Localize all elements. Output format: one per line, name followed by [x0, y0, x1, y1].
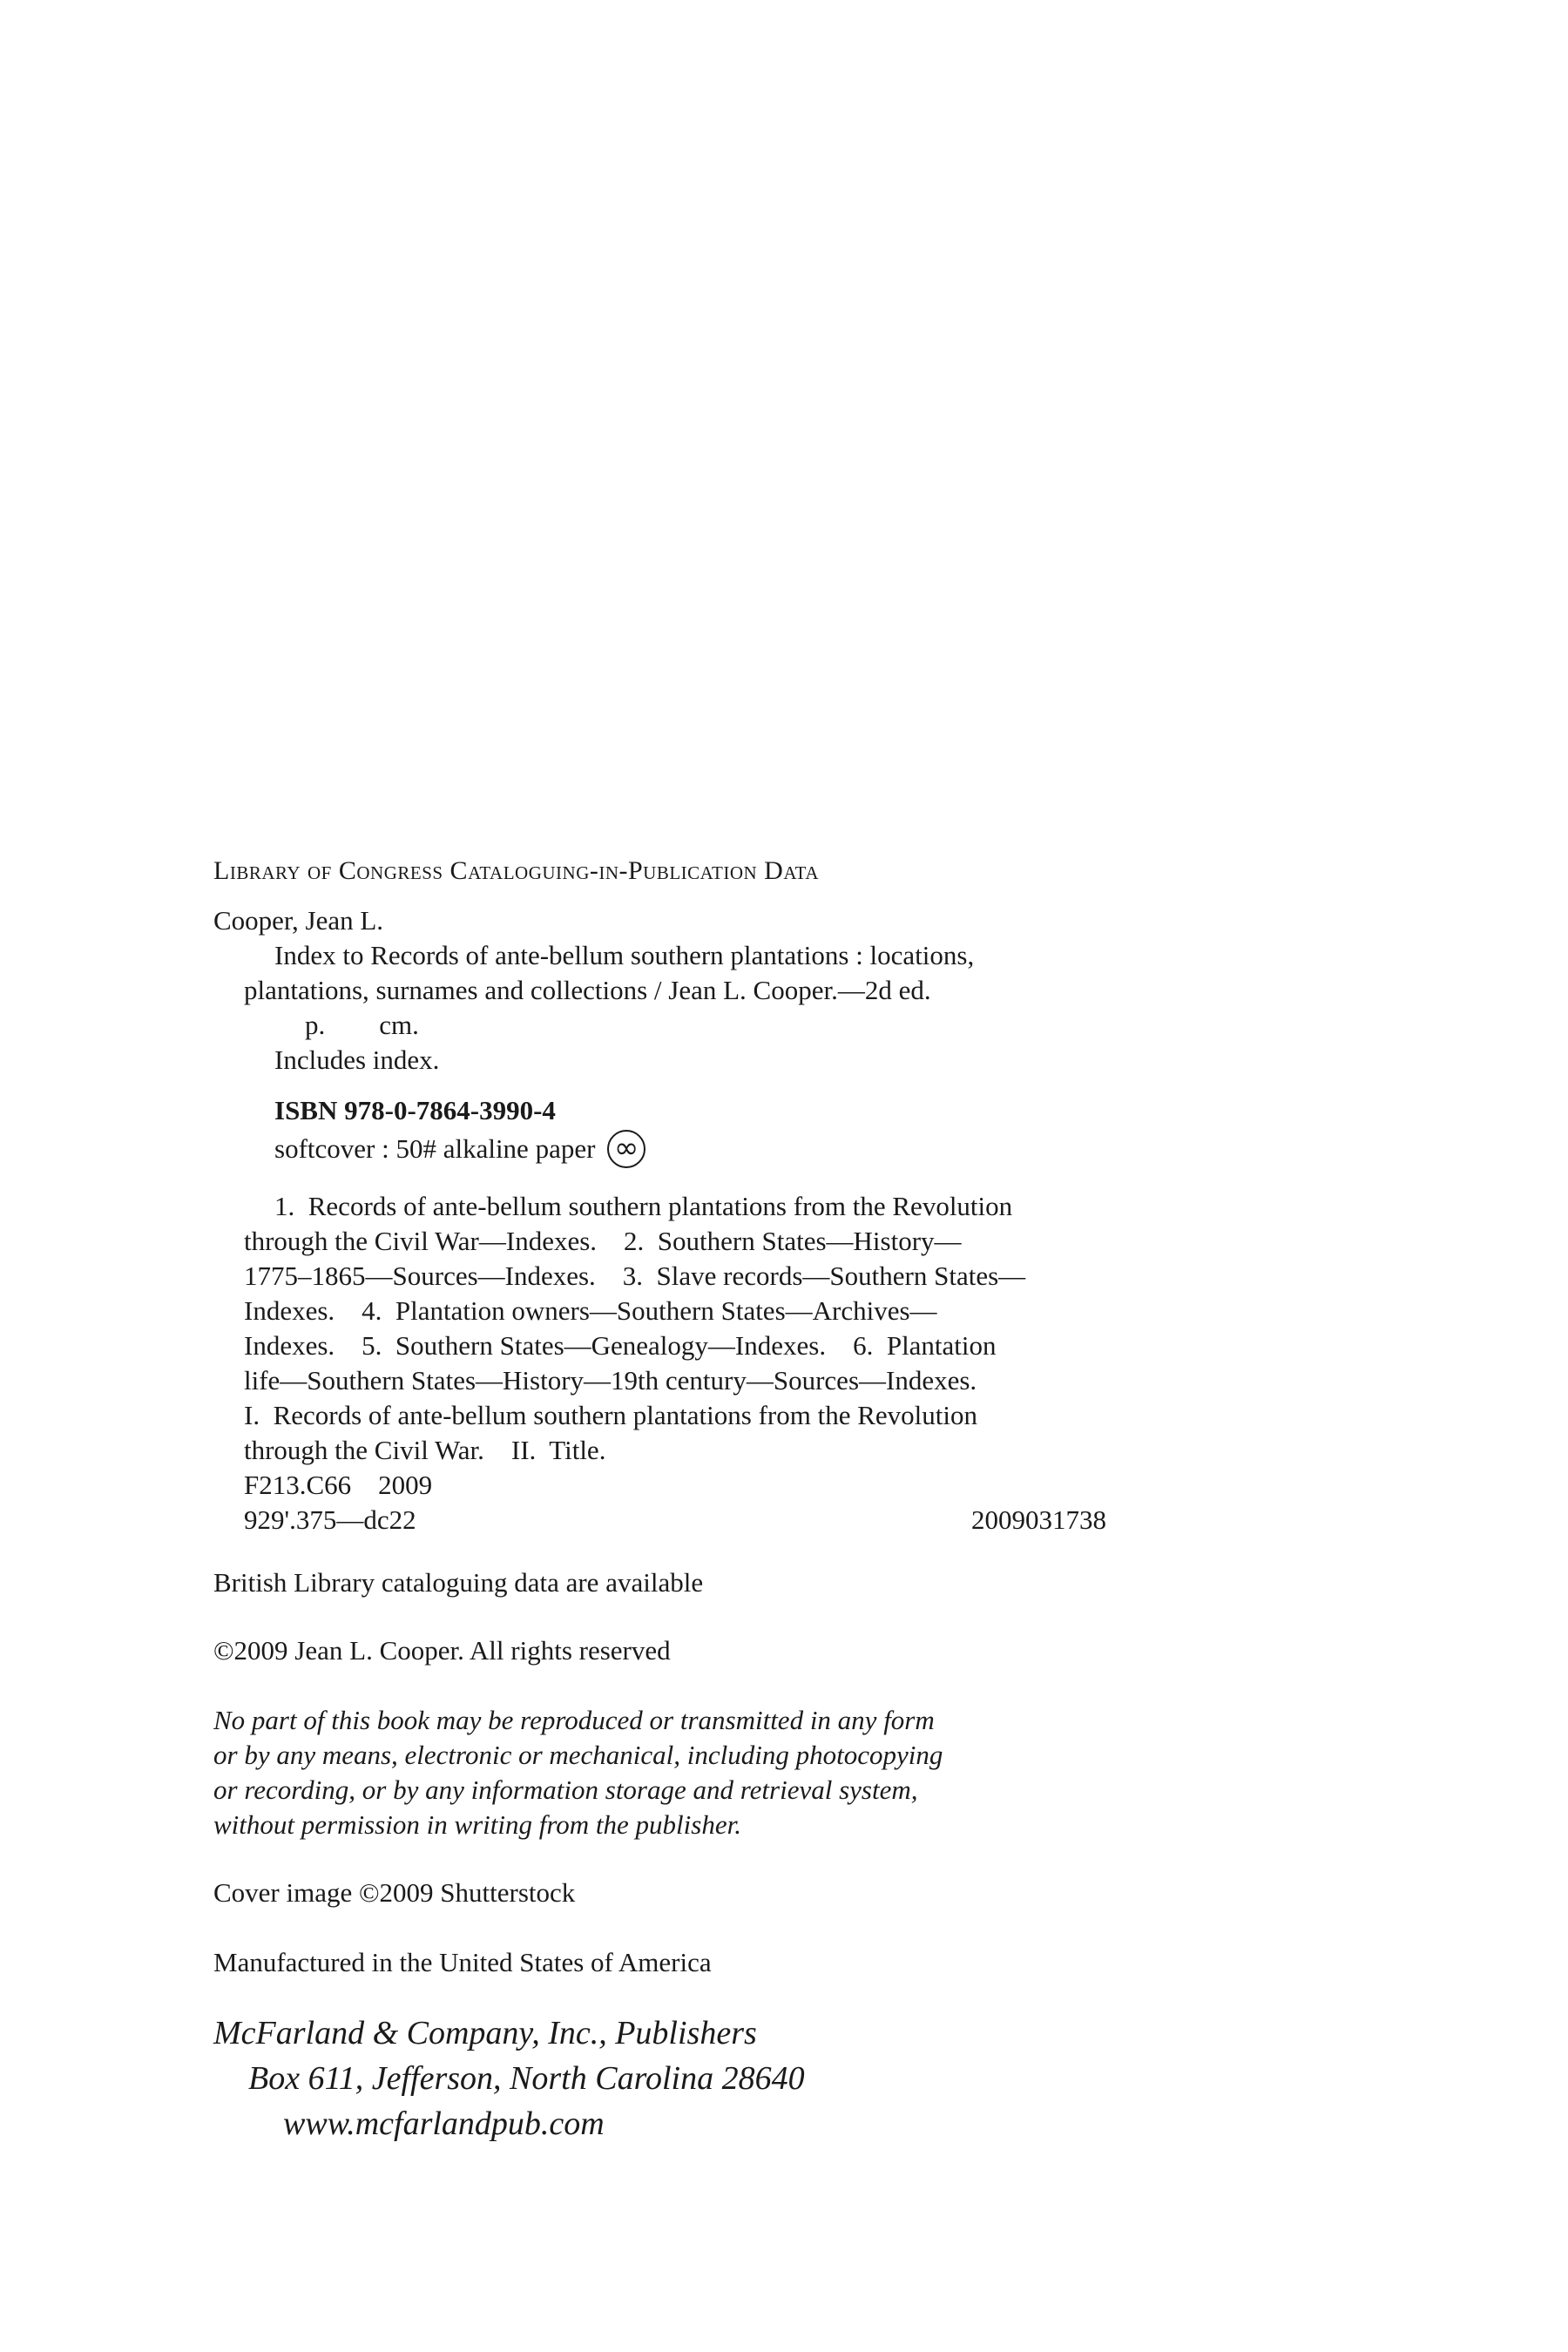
cip-subject-line: I. Records of ante-bellum southern plantations from the Revolution: [244, 1400, 977, 1430]
cip-dewey: 929'.375—dc22: [244, 1504, 416, 1535]
british-library-note: British Library cataloguing data are available: [213, 1567, 704, 1598]
cip-author: Cooper, Jean L.: [213, 905, 384, 936]
rights-notice-line: without permission in writing from the publisher.: [213, 1809, 741, 1840]
cip-subject-line: 1775–1865—Sources—Indexes. 3. Slave records—Southern States—: [244, 1260, 1026, 1291]
cip-subject-line: life—Southern States—History—19th century—Sources—Indexes.: [244, 1365, 977, 1396]
cip-isbn: ISBN 978-0-7864-3990-4: [274, 1095, 556, 1125]
publisher-website[interactable]: www.mcfarlandpub.com: [283, 2105, 605, 2142]
rights-notice-line: or recording, or by any information storage and retrieval system,: [213, 1774, 918, 1805]
copyright-notice: ©2009 Jean L. Cooper. All rights reserved: [213, 1635, 671, 1666]
cip-subject-line: through the Civil War. II. Title.: [244, 1435, 606, 1465]
rights-notice-line: or by any means, electronic or mechanical, including photocopying: [213, 1740, 943, 1770]
cip-subject-line: Indexes. 4. Plantation owners—Southern States—Archives—: [244, 1295, 937, 1326]
cip-subject-line: 1. Records of ante-bellum southern plantations from the Revolution: [274, 1191, 1013, 1221]
rights-notice-line: No part of this book may be reproduced or transmitted in any form: [213, 1705, 935, 1735]
cip-binding-line: [274, 1132, 645, 1171]
cip-binding: softcover : 50# alkaline paper: [274, 1133, 596, 1164]
infinity-icon: ∞: [607, 1130, 645, 1168]
cip-physical-description: p. cm.: [305, 1010, 419, 1040]
cip-subject-line: Indexes. 5. Southern States—Genealogy—Indexes. 6. Plantation: [244, 1330, 997, 1361]
manufactured-note: Manufactured in the United States of America: [213, 1947, 712, 1977]
publisher-address: Box 611, Jefferson, North Carolina 28640: [248, 2060, 805, 2097]
cip-title-line-1: Index to Records of ante-bellum southern plantations : locations,: [274, 940, 975, 970]
publisher-name: McFarland & Company, Inc., Publishers: [213, 2015, 757, 2051]
cip-subject-line: through the Civil War—Indexes. 2. Southern States—History—: [244, 1226, 962, 1256]
cip-lc-classification: F213.C66 2009: [244, 1470, 433, 1500]
cip-title-line-2: plantations, surnames and collections / Jean L. Cooper.—2d ed.: [244, 975, 931, 1005]
cip-lccn: 2009031738: [971, 1504, 1106, 1535]
cip-heading: Library of Congress Cataloguing-in-Publication Data: [213, 856, 819, 885]
cip-includes-note: Includes index.: [274, 1044, 440, 1075]
cover-image-credit: Cover image ©2009 Shutterstock: [213, 1877, 576, 1908]
